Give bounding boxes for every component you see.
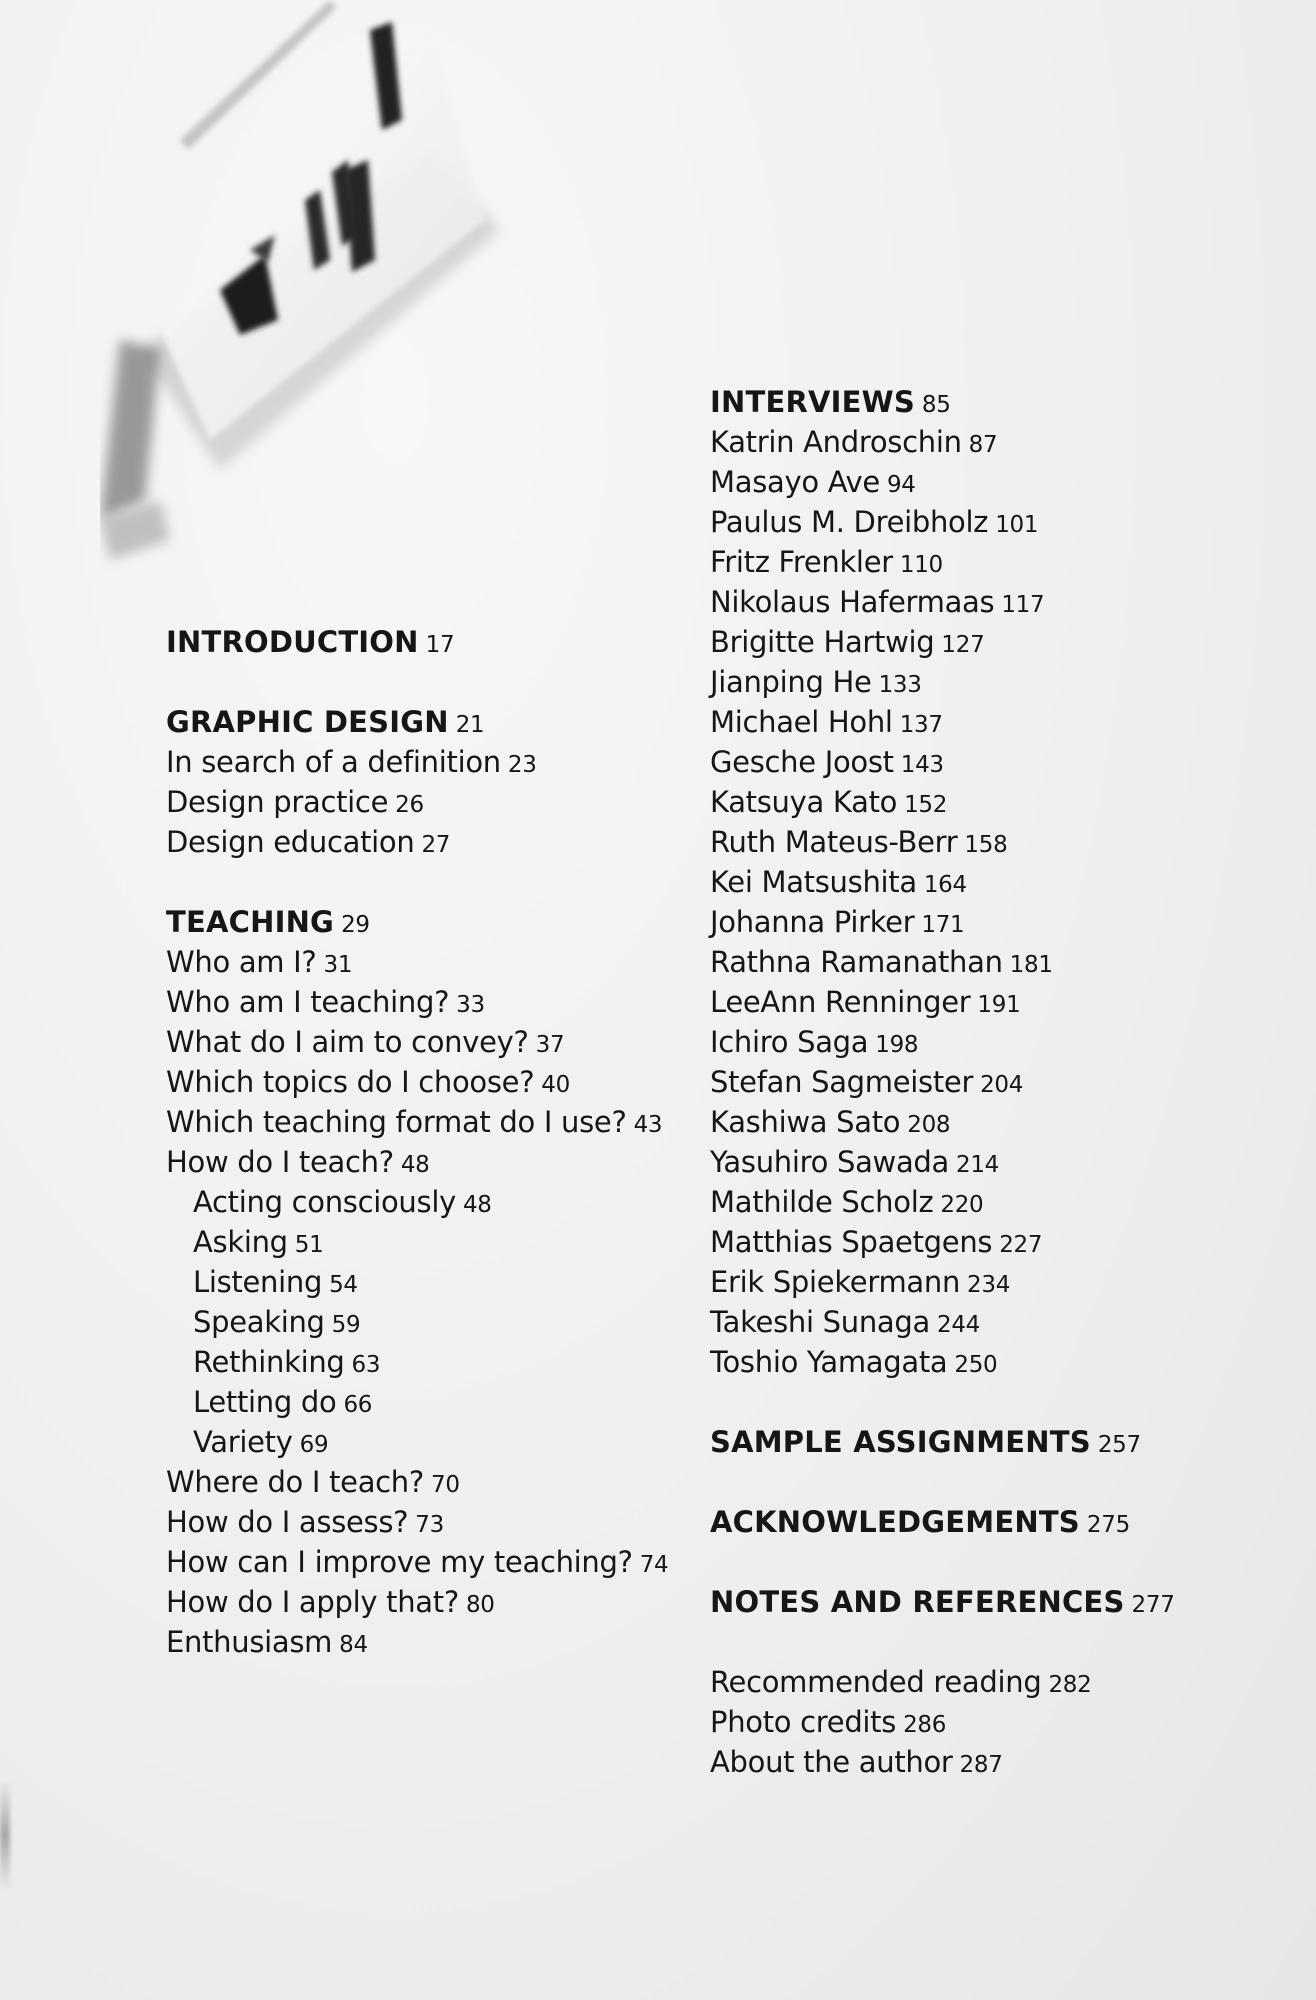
entry-label: Katrin Androschin [710,425,962,459]
entry-label: Listening [193,1265,323,1299]
toc-entry[interactable] [710,1182,1270,1222]
entry-page: 54 [329,1272,358,1298]
toc-entry[interactable] [710,502,1270,542]
toc-entry[interactable] [710,1662,1270,1702]
entry-label: LeeAnn Renninger [710,985,971,1019]
toc-entry-acknowledgements[interactable] [710,1502,1270,1542]
entry-label: INTRODUCTION [166,625,419,659]
toc-entry[interactable] [166,1102,686,1142]
entry-page: 94 [886,472,916,498]
entry-page: 110 [899,552,943,578]
entry-page: 74 [639,1552,669,1578]
toc-subentry[interactable] [166,1422,686,1462]
toc-left-column [166,622,686,1662]
edge-smudge [0,1780,10,1890]
toc-entry[interactable] [710,622,1270,662]
entry-label: Which topics do I choose? [166,1065,535,1099]
entry-label: Photo credits [710,1705,897,1739]
toc-entry[interactable] [710,742,1270,782]
entry-page: 191 [977,992,1021,1018]
entry-page: 257 [1097,1432,1141,1458]
entry-page: 282 [1048,1672,1092,1698]
entry-label: How can I improve my teaching? [166,1545,633,1579]
entry-label: Speaking [193,1305,325,1339]
entry-page: 220 [940,1192,984,1218]
entry-label: Jianping He [710,665,872,699]
entry-label: Design practice [166,785,389,819]
entry-label: Acting consciously [193,1185,456,1219]
spacer [710,1542,1270,1582]
toc-entry[interactable] [166,942,686,982]
entry-label: Masayo Ave [710,465,880,499]
toc-entry[interactable] [166,1062,686,1102]
entry-label: Mathilde Scholz [710,1185,934,1219]
toc-entry-sample-assignments[interactable] [710,1422,1270,1462]
entry-page: 66 [343,1392,373,1418]
toc-entry[interactable] [710,1062,1270,1102]
entry-label: Erik Spiekermann [710,1265,961,1299]
entry-page: 70 [430,1472,460,1498]
toc-entry[interactable] [710,1102,1270,1142]
entry-label: TEACHING [166,905,335,939]
toc-entry[interactable] [710,542,1270,582]
toc-entry[interactable] [710,662,1270,702]
toc-right-column [710,382,1270,1782]
entry-page: 286 [903,1712,947,1738]
toc-entry[interactable] [710,422,1270,462]
entry-label: Gesche Joost [710,745,894,779]
entry-page: 214 [956,1152,1000,1178]
entry-page: 48 [400,1152,430,1178]
entry-page: 27 [421,832,451,858]
entry-label: In search of a definition [166,745,501,779]
toc-entry[interactable] [710,1342,1270,1382]
entry-label: Katsuya Kato [710,785,898,819]
toc-entry-introduction[interactable] [166,622,686,662]
entry-page: 23 [507,752,537,778]
entry-label: Johanna Pirker [710,905,915,939]
toc-entry[interactable] [710,1222,1270,1262]
entry-page: 204 [980,1072,1024,1098]
entry-label: Asking [193,1225,288,1259]
entry-label: About the author [710,1745,953,1779]
entry-page: 85 [921,392,951,418]
entry-label: Nikolaus Hafermaas [710,585,995,619]
entry-label: Recommended reading [710,1665,1042,1699]
entry-page: 84 [339,1632,368,1658]
entry-page: 63 [351,1352,381,1378]
toc-entry[interactable] [710,1742,1270,1782]
toc-entry[interactable] [710,1702,1270,1742]
entry-label: Who am I teaching? [166,985,450,1019]
spacer [710,1382,1270,1422]
entry-page: 227 [999,1232,1043,1258]
entry-page: 158 [964,832,1008,858]
entry-page: 244 [936,1312,980,1338]
entry-label: Design education [166,825,415,859]
toc-entry-notes-and-references[interactable] [710,1582,1270,1622]
entry-label: Rathna Ramanathan [710,945,1003,979]
entry-page: 43 [633,1112,663,1138]
entry-page: 127 [941,632,985,658]
entry-label: Brigitte Hartwig [710,625,935,659]
entry-label: Kashiwa Sato [710,1105,901,1139]
toc-entry[interactable] [710,782,1270,822]
blurred-photo [100,0,570,580]
spacer [710,1622,1270,1662]
toc-subentry[interactable] [166,1182,686,1222]
toc-entry[interactable] [166,982,686,1022]
entry-label: GRAPHIC DESIGN [166,705,449,739]
toc-subentry[interactable] [166,1382,686,1422]
entry-page: 29 [341,912,370,938]
toc-entry[interactable] [710,1142,1270,1182]
entry-page: 208 [907,1112,951,1138]
entry-label: NOTES AND REFERENCES [710,1585,1125,1619]
entry-page: 198 [875,1032,919,1058]
entry-page: 275 [1086,1512,1130,1538]
entry-label: SAMPLE ASSIGNMENTS [710,1425,1091,1459]
entry-label: Where do I teach? [166,1465,424,1499]
entry-label: Ruth Mateus-Berr [710,825,958,859]
entry-page: 277 [1131,1592,1175,1618]
toc-entry[interactable] [710,1022,1270,1062]
toc-entry[interactable] [710,942,1270,982]
entry-label: Who am I? [166,945,317,979]
entry-label: Fritz Frenkler [710,545,893,579]
entry-label: Michael Hohl [710,705,893,739]
spacer [166,662,686,702]
spacer [166,862,686,902]
entry-label: Matthias Spaetgens [710,1225,993,1259]
toc-subentry[interactable] [166,1222,686,1262]
entry-page: 73 [415,1512,444,1538]
toc-entry[interactable] [166,1142,686,1182]
entry-page: 87 [968,432,998,458]
toc-entry-interviews[interactable] [710,382,1270,422]
entry-page: 17 [425,632,455,658]
toc-entry[interactable] [166,1462,686,1502]
entry-page: 33 [456,992,485,1018]
toc-entry[interactable] [166,1622,686,1662]
entry-label: How do I teach? [166,1145,394,1179]
entry-label: INTERVIEWS [710,385,915,419]
toc-entry[interactable] [166,742,686,782]
entry-page: 171 [921,912,965,938]
entry-page: 164 [923,872,967,898]
entry-page: 26 [395,792,424,818]
entry-page: 80 [465,1592,495,1618]
entry-label: Kei Matsushita [710,865,917,899]
entry-page: 40 [541,1072,570,1098]
entry-page: 101 [995,512,1039,538]
entry-page: 117 [1001,592,1045,618]
entry-page: 69 [299,1432,329,1458]
entry-label: How do I assess? [166,1505,409,1539]
toc-entry[interactable] [710,582,1270,622]
entry-label: Toshio Yamagata [710,1345,948,1379]
entry-label: Rethinking [193,1345,345,1379]
entry-page: 21 [455,712,485,738]
toc-entry[interactable] [710,462,1270,502]
entry-page: 137 [899,712,943,738]
toc-entry[interactable] [166,1542,686,1582]
toc-entry[interactable] [166,782,686,822]
spacer [710,1462,1270,1502]
entry-page: 143 [900,752,944,778]
toc-entry[interactable] [166,1582,686,1622]
entry-label: Which teaching format do I use? [166,1105,627,1139]
entry-page: 37 [535,1032,565,1058]
entry-label: Ichiro Saga [710,1025,869,1059]
toc-entry[interactable] [710,902,1270,942]
toc-subentry[interactable] [166,1302,686,1342]
entry-label: Paulus M. Dreibholz [710,505,989,539]
entry-page: 133 [878,672,922,698]
entry-label: What do I aim to convey? [166,1025,529,1059]
toc-entry[interactable] [166,822,686,862]
entry-page: 234 [967,1272,1011,1298]
toc-entry-teaching[interactable] [166,902,686,942]
entry-page: 59 [331,1312,361,1338]
toc-entry[interactable] [710,1262,1270,1302]
entry-page: 250 [954,1352,998,1378]
entry-label: Takeshi Sunaga [710,1305,930,1339]
toc-entry[interactable] [710,862,1270,902]
entry-label: ACKNOWLEDGEMENTS [710,1505,1080,1539]
toc-entry-graphic-design[interactable] [166,702,686,742]
entry-page: 152 [904,792,948,818]
toc-entry[interactable] [710,702,1270,742]
toc-subentry[interactable] [166,1342,686,1382]
toc-entry[interactable] [710,982,1270,1022]
toc-entry[interactable] [166,1502,686,1542]
entry-label: Variety [193,1425,293,1459]
entry-label: How do I apply that? [166,1585,459,1619]
toc-entry[interactable] [166,1022,686,1062]
entry-page: 48 [462,1192,492,1218]
toc-entry[interactable] [710,1302,1270,1342]
toc-entry[interactable] [710,822,1270,862]
entry-label: Letting do [193,1385,337,1419]
entry-page: 31 [323,952,353,978]
entry-label: Enthusiasm [166,1625,333,1659]
entry-page: 181 [1009,952,1053,978]
toc-subentry[interactable] [166,1262,686,1302]
entry-label: Stefan Sagmeister [710,1065,974,1099]
entry-page: 51 [294,1232,324,1258]
entry-page: 287 [959,1752,1003,1778]
entry-label: Yasuhiro Sawada [710,1145,950,1179]
